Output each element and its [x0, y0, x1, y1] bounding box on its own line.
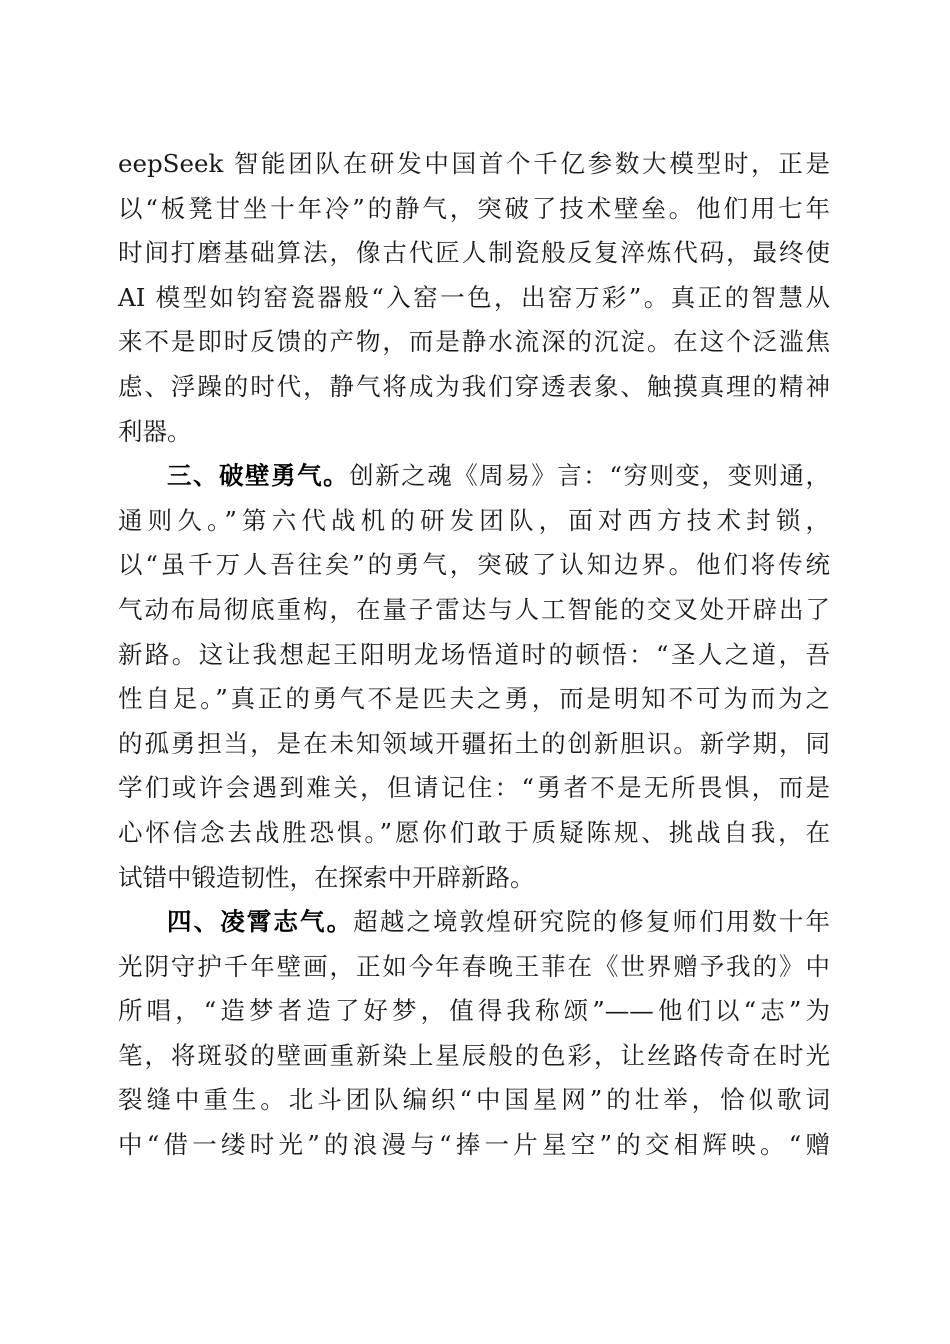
text-line: 笔，将斑驳的壁画重新染上星辰般的色彩，让丝路传奇在时光: [118, 1040, 830, 1070]
text-line: 裂缝中重生。北斗团队编织“中国星网”的壮举，恰似歌词: [118, 1085, 830, 1115]
text-line: [118, 454, 830, 499]
text-line: 通则久。”第六代战机的研发团队，面对西方技术封锁，: [118, 505, 830, 535]
text-line-rest: 创新之魂《周易》言：“穷则变，变则通，: [349, 461, 831, 491]
text-line: eepSeek 智能团队在研发中国首个千亿参数大模型时，正是: [118, 149, 830, 178]
text-line: 光阴守护千年壁画，正如今年春晚王菲在《世界赠予我的》中: [118, 951, 830, 981]
section-heading: 四、凌霄志气。: [167, 907, 354, 937]
text-line: 学们或许会遇到难关，但请记住：“勇者不是无所畏惧，而是: [118, 773, 830, 803]
paragraph-jingqi: [118, 142, 830, 454]
text-line: 时间打磨基础算法，像古代匠人制瓷般反复淬炼代码，最终使: [118, 238, 830, 268]
text-line: 来不是即时反馈的产物，而是静水流深的沉淀。在这个泛滥焦: [118, 327, 830, 357]
text-line: 心怀信念去战胜恐惧。”愿你们敢于质疑陈规、挑战自我，在: [118, 817, 830, 847]
text-line: AI 模型如钧窑瓷器般“入窑一色，出窑万彩”。真正的智慧从: [118, 282, 830, 312]
paragraph-lingxiao-zhiqi: [118, 900, 830, 1168]
body-text: [118, 142, 830, 1168]
text-line: 的孤勇担当，是在未知领域开疆拓土的创新胆识。新学期，同: [118, 728, 830, 758]
text-line: 虑、浮躁的时代，静气将成为我们穿透表象、触摸真理的精神: [118, 371, 830, 401]
text-line: 试错中锻造韧性，在探索中开辟新路。: [118, 862, 535, 892]
text-line: 新路。这让我想起王阳明龙场悟道时的顿悟：“圣人之道，吾: [118, 639, 830, 669]
section-heading: 三、破壁勇气。: [167, 461, 350, 491]
text-line: 以“板凳甘坐十年冷”的静气，突破了技术壁垒。他们用七年: [118, 193, 830, 223]
text-line: 所唱，“造梦者造了好梦，值得我称颂”——他们以“志”为: [118, 996, 830, 1026]
text-line: 中“借一缕时光”的浪漫与“捧一片星空”的交相辉映。“赠: [118, 1130, 830, 1160]
text-line: 以“虽千万人吾往矣”的勇气，突破了认知边界。他们将传统: [118, 550, 830, 580]
text-line: 性自足。”真正的勇气不是匹夫之勇，而是明知不可为而为之: [118, 684, 830, 714]
text-line-rest: 超越之境敦煌研究院的修复师们用数十年: [353, 907, 831, 937]
paragraph-pobi-yongqi: [118, 454, 830, 900]
text-line: 气动布局彻底重构，在量子雷达与人工智能的交叉处开辟出了: [118, 594, 830, 624]
text-line: [118, 900, 830, 945]
text-line: 利器。: [118, 416, 192, 446]
